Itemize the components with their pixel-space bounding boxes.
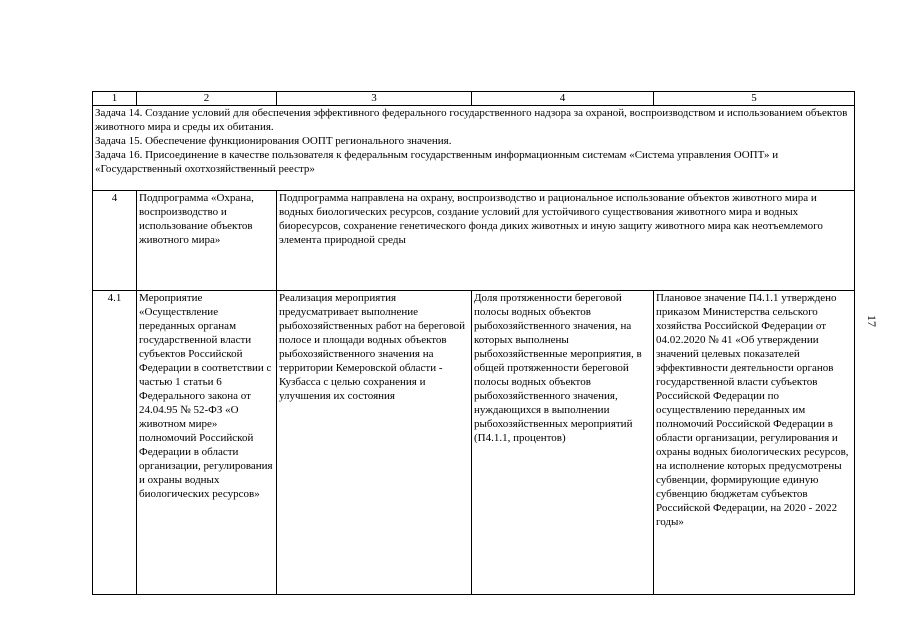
header-cell-3: 3: [277, 92, 472, 106]
task-15: Задача 15. Обеспечение функционирования ООПТ регионального значения.: [95, 135, 452, 147]
header-cell-5: 5: [654, 92, 855, 106]
table-row: [93, 291, 855, 595]
header-cell-1: 1: [93, 92, 137, 106]
header-cell-4: 4: [472, 92, 654, 106]
measure-implementation: Реализация мероприятия предусматривает выполнение рыбохозяйственных работ на береговой полосе и площади водных объектов рыбохозяйственного значения на территории Кемеровской области - Кузбасса с целью сохранения и улучшения их состояния: [277, 291, 472, 595]
subprogram-description: Подпрограмма направлена на охрану, воспроизводство и рациональное использование объектов животного мира и водных биологических ресурсов, создание условий для устойчивого существования животного мира и водных биоресурсов, сохранение генетического фонда диких животных и иную защиту животного мира как неотъемлемого элемента природной среды: [277, 191, 855, 291]
measure-name: Мероприятие «Осуществление переданных органам государственной власти субъектов Российской Федерации в соответствии с частью 1 статьи 6 Федерального закона от 24.04.95 № 52-ФЗ «О животном мире» полномочий Российской Федерации в области организации, регулирования и охраны водных биологических ресурсов»: [137, 291, 277, 595]
measure-indicator: Доля протяженности береговой полосы водных объектов рыбохозяйственного значения, на которых выполнены рыбохозяйственные мероприятия, в общей протяженности береговой полосы водных объектов рыбохозяйственного значения, нуждающихся в выполнении рыбохозяйственных мероприятий (П4.1.1, процентов): [472, 291, 654, 595]
header-cell-2: 2: [137, 92, 277, 106]
program-table: [92, 91, 855, 595]
header-row: [93, 92, 855, 106]
table-row: [93, 191, 855, 291]
row-number: 4: [93, 191, 137, 291]
task-14: Задача 14. Создание условий для обеспечения эффективного федерального государственного надзора за охраной, воспроизводством и использованием объектов животного мира и среды их обитания.: [95, 107, 848, 133]
page-number: 17: [865, 315, 879, 327]
tasks-row: [93, 106, 855, 191]
measure-indicator-value: Плановое значение П4.1.1 утверждено приказом Министерства сельского хозяйства Российской Федерации от 04.02.2020 № 41 «Об утверждении значений целевых показателей эффективности деятельности органов государственной власти субъектов Российской Федерации по осуществлению переданных им полномочий Российской Федерации в области организации, регулирования и охраны водных биологических ресурсов, на исполнение которых предусмотрены субвенции, формирующие единую субвенцию бюджетам субъектов Российской Федерации, на 2020 - 2022 годы»: [654, 291, 855, 595]
row-number: 4.1: [93, 291, 137, 595]
task-16: Задача 16. Присоединение в качестве пользователя к федеральным государственным информационным системам «Система управления ООПТ» и «Государственный охотхозяйственный реестр»: [95, 149, 779, 175]
tasks-cell: [93, 106, 855, 191]
subprogram-name: Подпрограмма «Охрана, воспроизводство и использование объектов животного мира»: [137, 191, 277, 291]
